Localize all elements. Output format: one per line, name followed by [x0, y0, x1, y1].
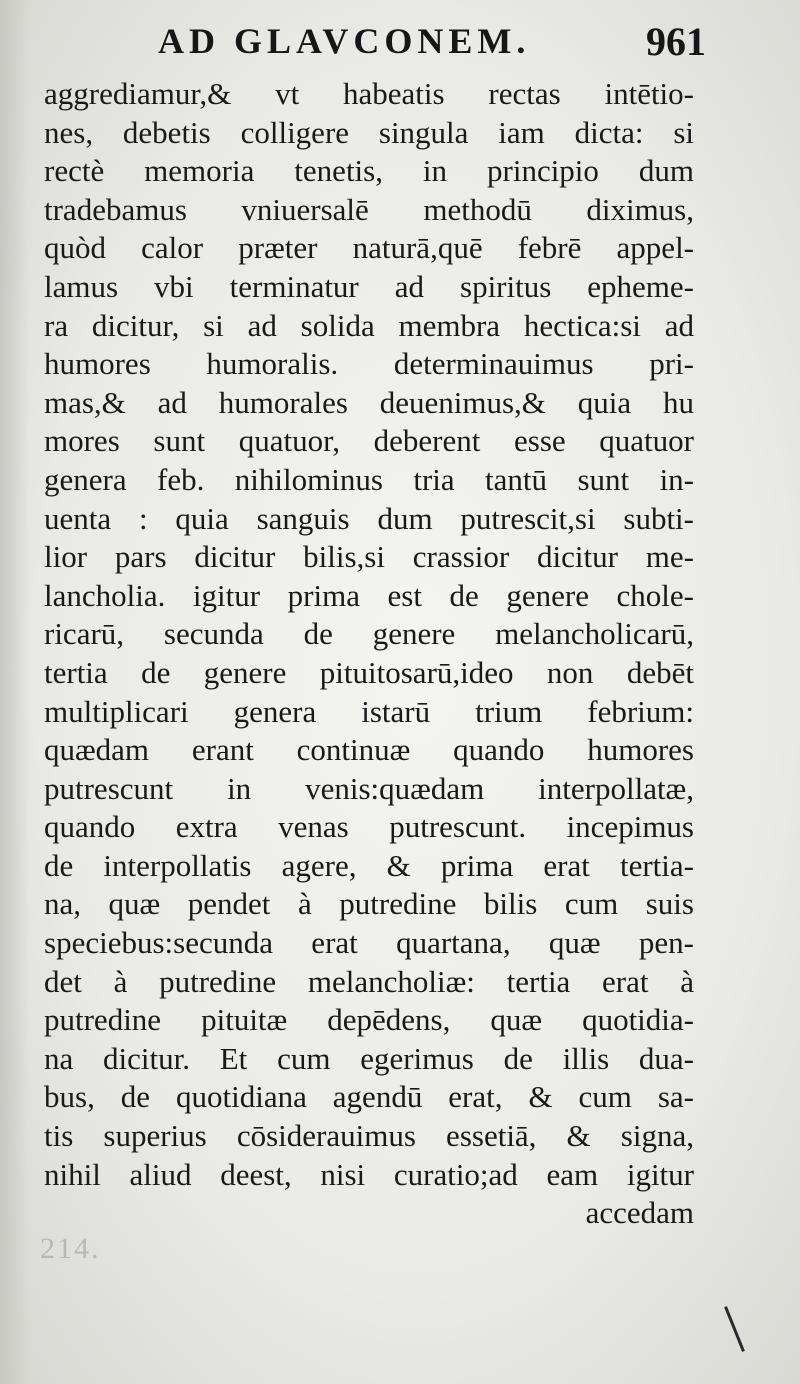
- bleed-through-text: 214.: [40, 1232, 101, 1265]
- text-line: lancholia. igitur prima est de genere chole-: [44, 577, 694, 613]
- text-line: multiplicari genera istarū trium febrium:: [44, 693, 694, 729]
- text-line: tradebamus vniuersalē methodū diximus,: [44, 191, 694, 227]
- text-line: det à putredine melancholiæ: tertia erat à: [44, 963, 694, 999]
- text-line: ra dicitur, si ad solida membra hectica:si ad: [44, 307, 694, 343]
- page-header: [40, 12, 740, 72]
- text-line: putredine pituitæ depēdens, quæ quotidia-: [44, 1002, 694, 1038]
- text-line: bus, de quotidiana agendū erat, & cum sa-: [44, 1079, 694, 1115]
- text-line: mas,& ad humorales deuenimus,& quia hu: [44, 384, 694, 420]
- text-line: na, quæ pendet à putredine bilis cum suis: [44, 886, 694, 922]
- text-line: aggrediamur,& vt habeatis rectas intētio-: [44, 76, 694, 111]
- text-line: quòd calor præter naturā,quē febrē appel-: [44, 230, 694, 266]
- text-line: nes, debetis colligere singula iam dicta: si: [44, 114, 694, 150]
- gutter-shadow: [0, 0, 30, 1384]
- text-line: mores sunt quatuor, deberent esse quatuor: [44, 423, 694, 459]
- running-head: AD GLAVCONEM.: [158, 21, 531, 61]
- text-line: tertia de genere pituitosarū,ideo non debēt: [44, 654, 694, 690]
- page-edge-mark: [724, 1306, 745, 1352]
- text-line: de interpollatis agere, & prima erat tertia-: [44, 847, 694, 883]
- text-line: ricarū, secunda de genere melancholicarū,: [44, 616, 694, 652]
- text-line: rectè memoria tenetis, in principio dum: [44, 153, 694, 189]
- page-number: 961: [646, 19, 706, 64]
- text-line: tis superius cōsiderauimus essetiā, & signa,: [44, 1118, 694, 1154]
- text-line: nihil aliud deest, nisi curatio;ad eam igitur: [44, 1156, 694, 1192]
- text-line: lior pars dicitur bilis,si crassior dicitur me-: [44, 539, 694, 575]
- text-line: lamus vbi terminatur ad spiritus epheme-: [44, 268, 694, 304]
- text-line: quando extra venas putrescunt. incepimus: [44, 809, 694, 845]
- text-line: genera feb. nihilominus tria tantū sunt in-: [44, 461, 694, 497]
- body-text: [44, 75, 694, 1233]
- text-line: quædam erant continuæ quando humores: [44, 732, 694, 768]
- text-line: putrescunt in venis:quædam interpollatæ,: [44, 770, 694, 806]
- text-line: uenta : quia sanguis dum putrescit,si subti-: [44, 500, 694, 536]
- text-line: humores humoralis. determinauimus pri-: [44, 346, 694, 382]
- text-line: na dicitur. Et cum egerimus de illis dua-: [44, 1040, 694, 1076]
- catchword: accedam: [585, 1195, 694, 1231]
- text-line: speciebus:secunda erat quartana, quæ pen-: [44, 925, 694, 961]
